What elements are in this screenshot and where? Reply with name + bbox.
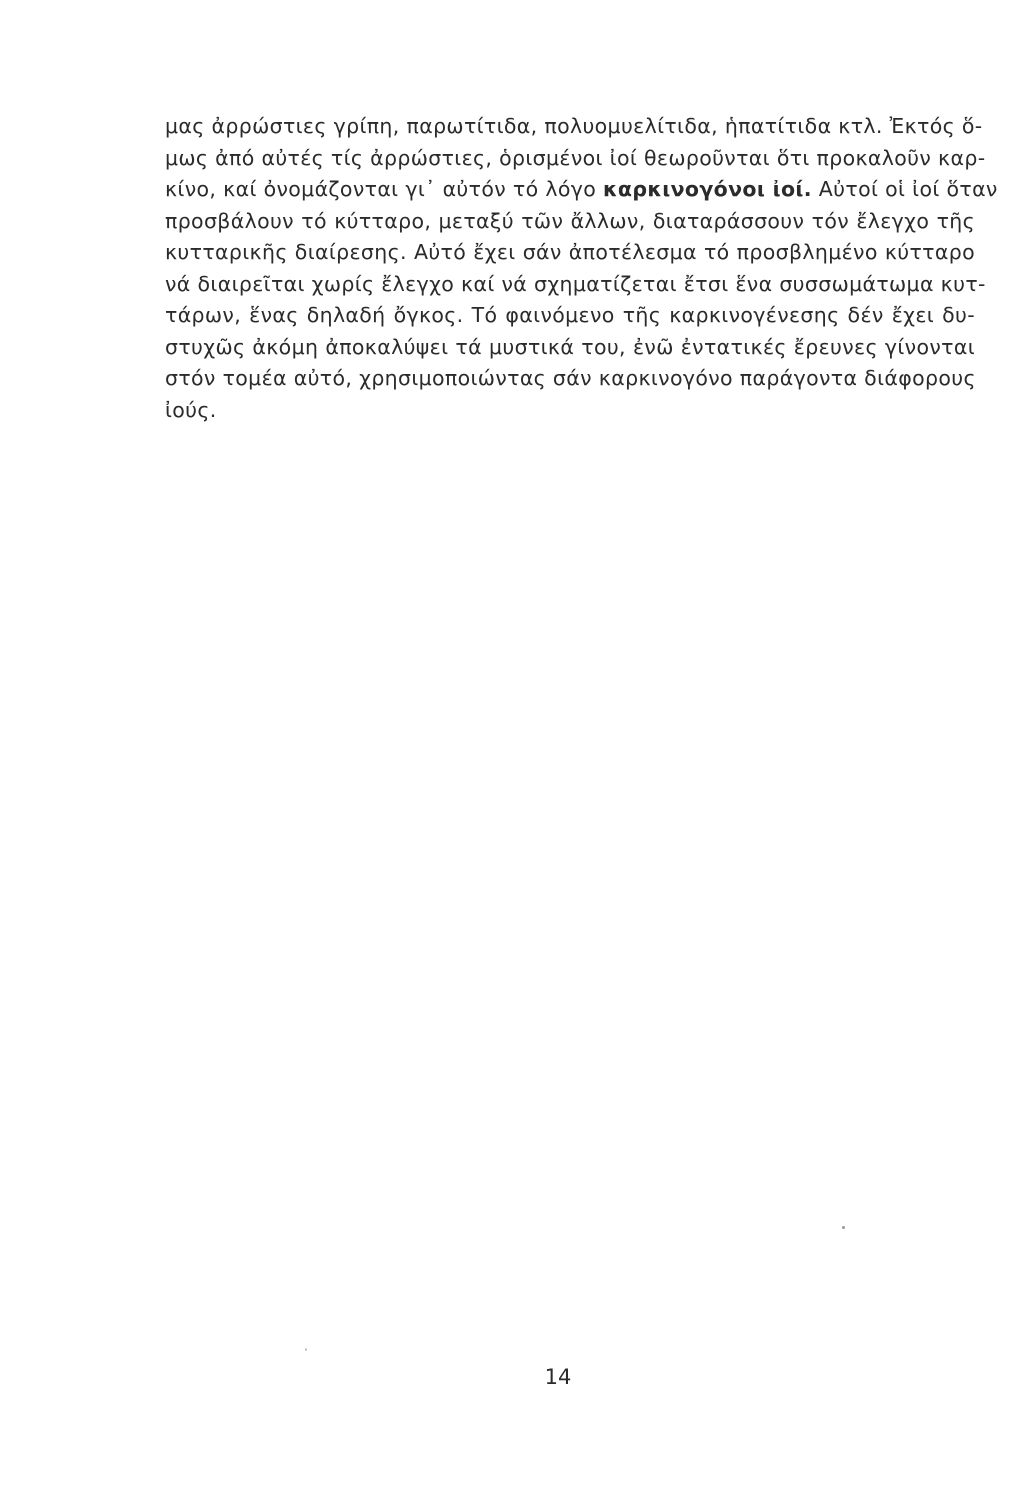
text-line-end: Αὐτοί οἱ ἰοί ὅταν (811, 177, 998, 201)
text-line: τάρων, ἕνας δηλαδή ὄγκος. Τό φαινόμενο τῆς καρκινογένεσης δέν ἔχει δυ- (165, 303, 975, 327)
body-paragraph (165, 111, 998, 426)
text-line: στόν τομέα αὐτό, χρησιμοποιώντας σάν καρκινογόνο παράγοντα διάφορους (165, 366, 976, 390)
text-line: μας ἀρρώστιες γρίπη, παρωτίτιδα, πολυομυελίτιδα, ἡπατίτιδα κτλ. Ἐκτός ὅ- (165, 114, 983, 138)
text-line: νά διαιρεῖται χωρίς ἔλεγχο καί νά σχηματίζεται ἔτσι ἕνα συσσωμάτωμα κυτ- (165, 271, 986, 296)
text-line: στυχῶς ἀκόμη ἀποκαλύψει τά μυστικά του, ἐνῶ ἐντατικές ἔρευνες γίνονται (165, 334, 975, 359)
bold-term: καρκινογόνοι ἰοί. (602, 177, 812, 201)
text-line (165, 174, 998, 206)
text-line: κυτταρικῆς διαίρεσης. Αὐτό ἔχει σάν ἀποτέλεσμα τό προσβλημένο κύτταρο (165, 240, 975, 264)
scan-speck (305, 1348, 307, 1351)
text-line-start: κίνο, καί ὀνομάζονται γι᾽ αὐτόν τό λόγο (165, 177, 603, 201)
scan-speck (842, 1226, 845, 1229)
page-number: 14 (544, 1365, 572, 1389)
text-line-last: ἰούς. (165, 397, 217, 422)
text-line: μως ἀπό αὐτές τίς ἀρρώστιες, ὁρισμένοι ἰοί θεωροῦνται ὅτι προκαλοῦν καρ- (165, 145, 986, 170)
text-line: προσβάλουν τό κύτταρο, μεταξύ τῶν ἄλλων, διαταράσσουν τόν ἔλεγχο τῆς (165, 208, 975, 233)
